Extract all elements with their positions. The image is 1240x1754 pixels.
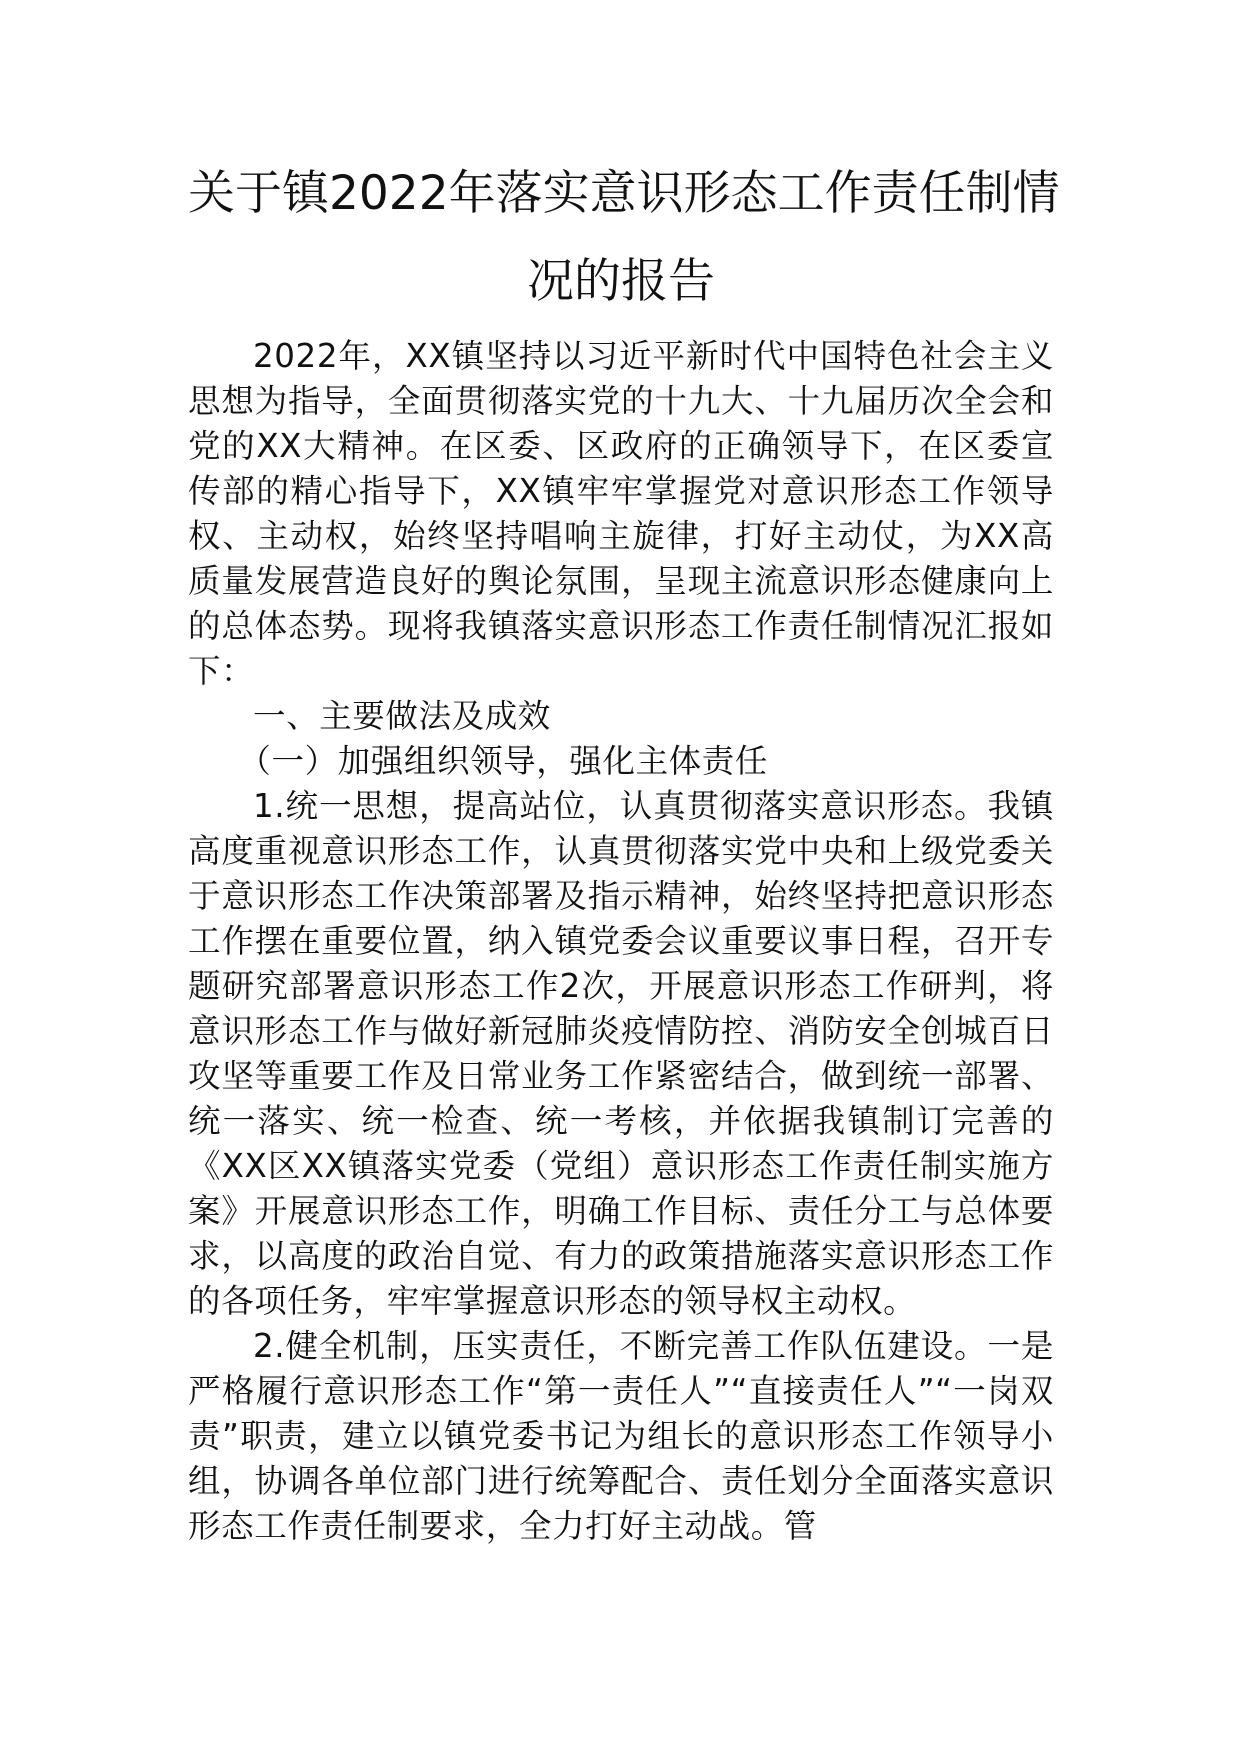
document-title-line-2: 况的报告: [527, 254, 715, 309]
document-body: [188, 334, 1054, 1549]
item-paragraph-1: 1.统一思想，提高站位，认真贯彻落实意识形态。我镇高度重视意识形态工作，认真贯彻落实党中央和上级党委关于意识形态工作决策部署及指示精神，始终坚持把意识形态工作摆在重要位置，纳入镇党委会议重要议事日程，召开专题研究部署意识形态工作2次，开展意识形态工作研判，将意识形态工作与做好新冠肺炎疫情防控、消防安全创城百日攻坚等重要工作及日常业务工作紧密结合，做到统一部署、统一落实、统一检查、统一考核，并依据我镇制订完善的《XX区XX镇落实党委（党组）意识形态工作责任制实施方案》开展意识形态工作，明确工作目标、责任分工与总体要求，以高度的政治自觉、有力的政策措施落实意识形态工作的各项任务，牢牢掌握意识形态的领导权主动权。: [188, 787, 1054, 1320]
document-title-line-1: 关于镇2022年落实意识形态工作责任制情: [188, 166, 1060, 221]
intro-paragraph: 2022年，XX镇坚持以习近平新时代中国特色社会主义思想为指导，全面贯彻落实党的十九大、十九届历次全会和党的XX大精神。在区委、区政府的正确领导下，在区委宣传部的精心指导下，XX镇牢牢掌握党对意识形态工作领导权、主动权，始终坚持唱响主旋律，打好主动仗，为XX高质量发展营造良好的舆论氛围，呈现主流意识形态健康向上的总体态势。现将我镇落实意识形态工作责任制情况汇报如下：: [188, 337, 1054, 690]
item-paragraph-2: 2.健全机制，压实责任，不断完善工作队伍建设。一是严格履行意识形态工作“第一责任人”“直接责任人”“一岗双责”职责，建立以镇党委书记为组长的意识形态工作领导小组，协调各单位部门进行统筹配合、责任划分全面落实意识形态工作责任制要求，全力打好主动战。管: [188, 1327, 1054, 1545]
document-page: [188, 150, 1060, 1549]
section-heading-1: 一、主要做法及成效: [253, 697, 551, 735]
document-title: [188, 150, 1060, 326]
subsection-heading-1: （一）加强组织领导，强化主体责任: [238, 742, 768, 780]
